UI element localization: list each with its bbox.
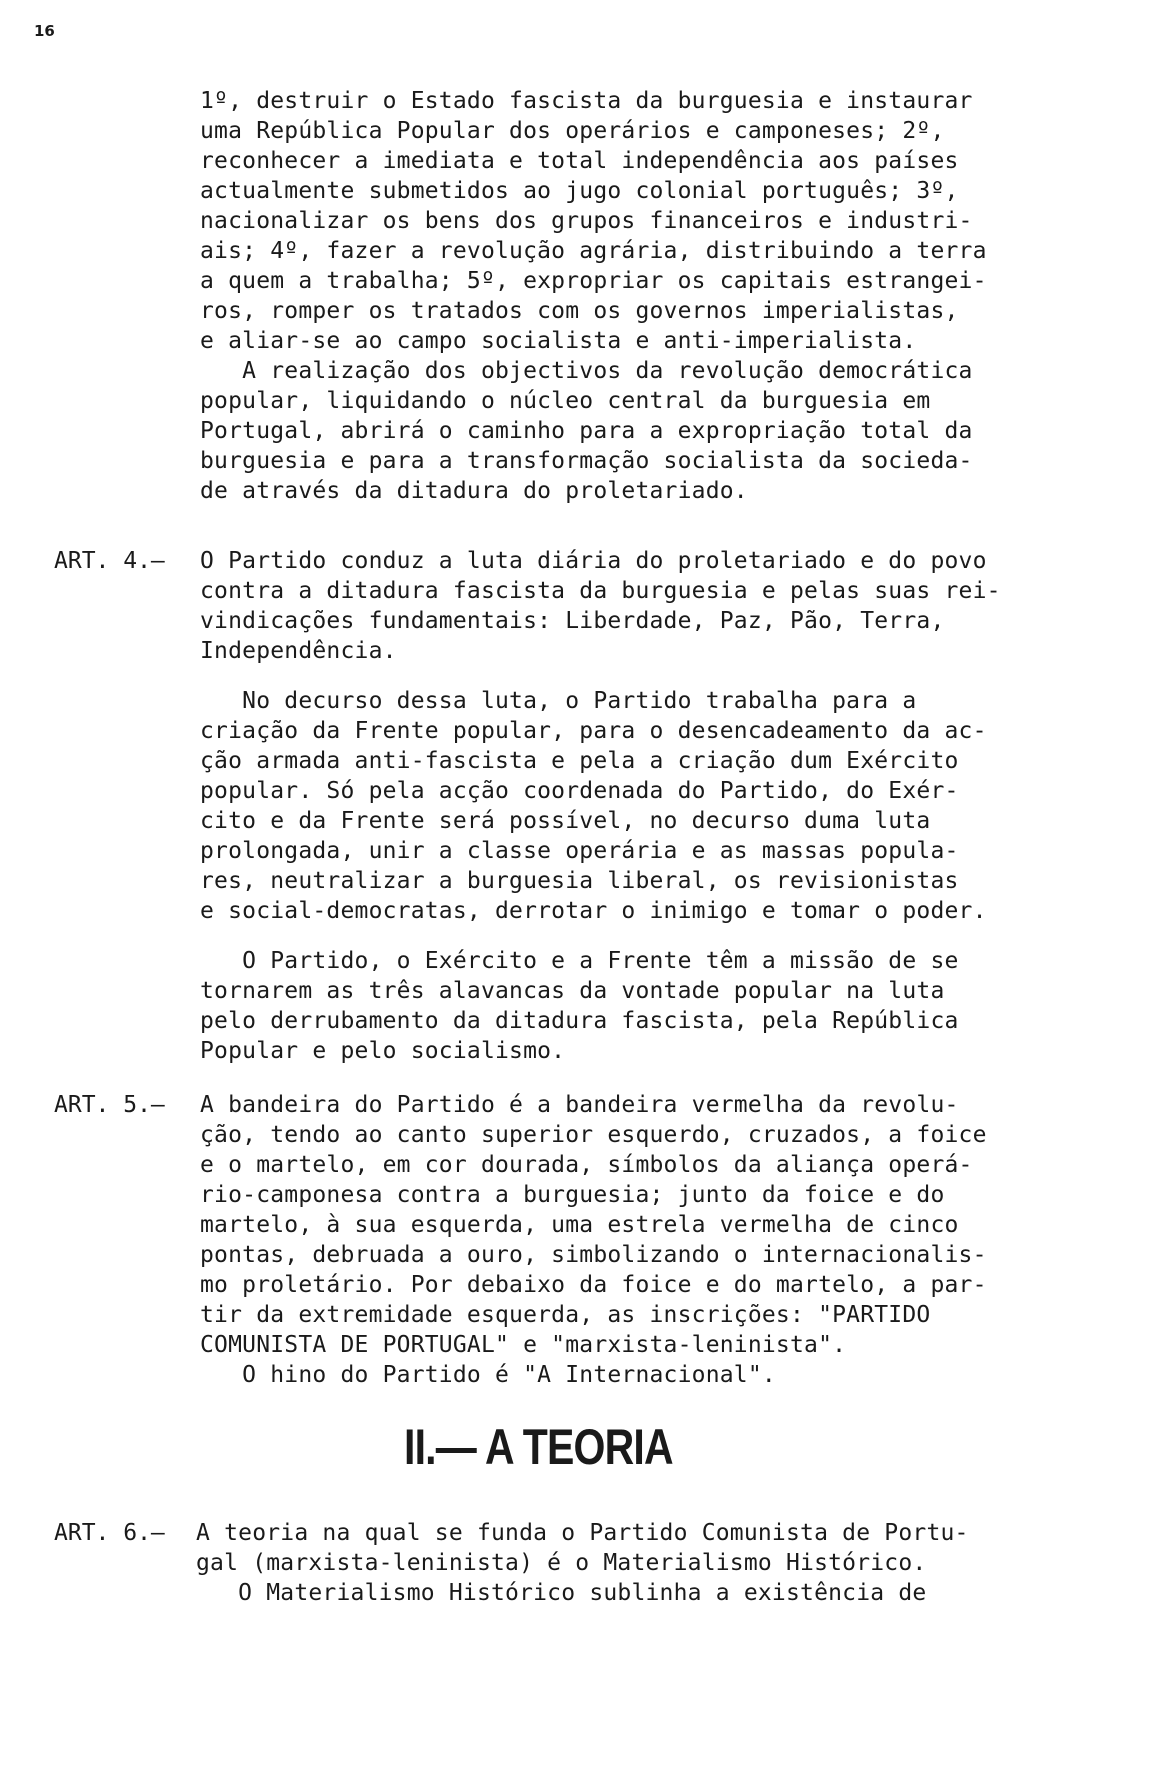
text-line: Independência. (200, 638, 397, 664)
text-line: A realização dos objectivos da revolução democrática (200, 358, 973, 384)
text-line: COMUNISTA DE PORTUGAL" e "marxista-leninista". (200, 1332, 847, 1358)
text-line: de através da ditadura do proletariado. (200, 478, 748, 504)
article-label: ART. 5.— (54, 1092, 165, 1118)
text-line: ros, romper os tratados com os governos imperialistas, (200, 298, 959, 324)
text-line: rio-camponesa contra a burguesia; junto da foice e do (200, 1182, 945, 1208)
text-line: vindicações fundamentais: Liberdade, Paz, Pão, Terra, (200, 608, 945, 634)
text-line: cito e da Frente será possível, no decurso duma luta (200, 808, 931, 834)
text-line: ção armada anti-fascista e pela a criação dum Exército (200, 748, 959, 774)
article-label: ART. 4.— (54, 548, 165, 574)
page-number: 16 (34, 22, 55, 40)
text-line: gal (marxista-leninista) é o Materialismo Histórico. (196, 1550, 927, 1576)
text-line: actualmente submetidos ao jugo colonial português; 3º, (200, 178, 959, 204)
text-line: e aliar-se ao campo socialista e anti-imperialista. (200, 328, 917, 354)
text-line: criação da Frente popular, para o desencadeamento da ac- (200, 718, 987, 744)
text-line: tir da extremidade esquerda, as inscrições: "PARTIDO (200, 1302, 931, 1328)
text-line: nacionalizar os bens dos grupos financeiros e industri- (200, 208, 973, 234)
text-line: popular. Só pela acção coordenada do Partido, do Exér- (200, 778, 959, 804)
text-line: contra a ditadura fascista da burguesia e pelas suas rei- (200, 578, 1001, 604)
text-line: martelo, à sua esquerda, uma estrela vermelha de cinco (200, 1212, 959, 1238)
text-line: e social-democratas, derrotar o inimigo e tomar o poder. (200, 898, 987, 924)
text-line: tornarem as três alavancas da vontade popular na luta (200, 978, 945, 1004)
article-label: ART. 6.— (54, 1520, 165, 1546)
text-line: A teoria na qual se funda o Partido Comunista de Portu- (196, 1520, 969, 1546)
text-line: a quem a trabalha; 5º, expropriar os capitais estrangei- (200, 268, 987, 294)
text-line: No decurso dessa luta, o Partido trabalha para a (200, 688, 917, 714)
text-line: pontas, debruada a ouro, simbolizando o internacionalis- (200, 1242, 987, 1268)
text-line: ção, tendo ao canto superior esquerdo, cruzados, a foice (200, 1122, 987, 1148)
text-line: 1º, destruir o Estado fascista da burguesia e instaurar (200, 88, 973, 114)
text-line: Popular e pelo socialismo. (200, 1038, 566, 1064)
text-line: uma República Popular dos operários e camponeses; 2º, (200, 118, 945, 144)
text-line: O Materialismo Histórico sublinha a existência de (196, 1580, 927, 1606)
text-line: O Partido conduz a luta diária do proletariado e do povo (200, 548, 987, 574)
text-line: res, neutralizar a burguesia liberal, os revisionistas (200, 868, 959, 894)
text-line: popular, liquidando o núcleo central da burguesia em (200, 388, 931, 414)
text-line: e o martelo, em cor dourada, símbolos da aliança operá- (200, 1152, 973, 1178)
text-line: O Partido, o Exército e a Frente têm a missão de se (200, 948, 959, 974)
text-line: pelo derrubamento da ditadura fascista, pela República (200, 1008, 959, 1034)
text-line: mo proletário. Por debaixo da foice e do martelo, a par- (200, 1272, 987, 1298)
section-heading: II.— A TEORIA (404, 1419, 673, 1475)
text-line: ais; 4º, fazer a revolução agrária, distribuindo a terra (200, 238, 987, 264)
text-line: A bandeira do Partido é a bandeira vermelha da revolu- (200, 1092, 959, 1118)
text-line: reconhecer a imediata e total independência aos países (200, 148, 959, 174)
text-line: Portugal, abrirá o caminho para a expropriação total da (200, 418, 973, 444)
text-line: burguesia e para a transformação socialista da socieda- (200, 448, 973, 474)
text-line: prolongada, unir a classe operária e as massas popula- (200, 838, 959, 864)
text-line: O hino do Partido é "A Internacional". (200, 1362, 776, 1388)
